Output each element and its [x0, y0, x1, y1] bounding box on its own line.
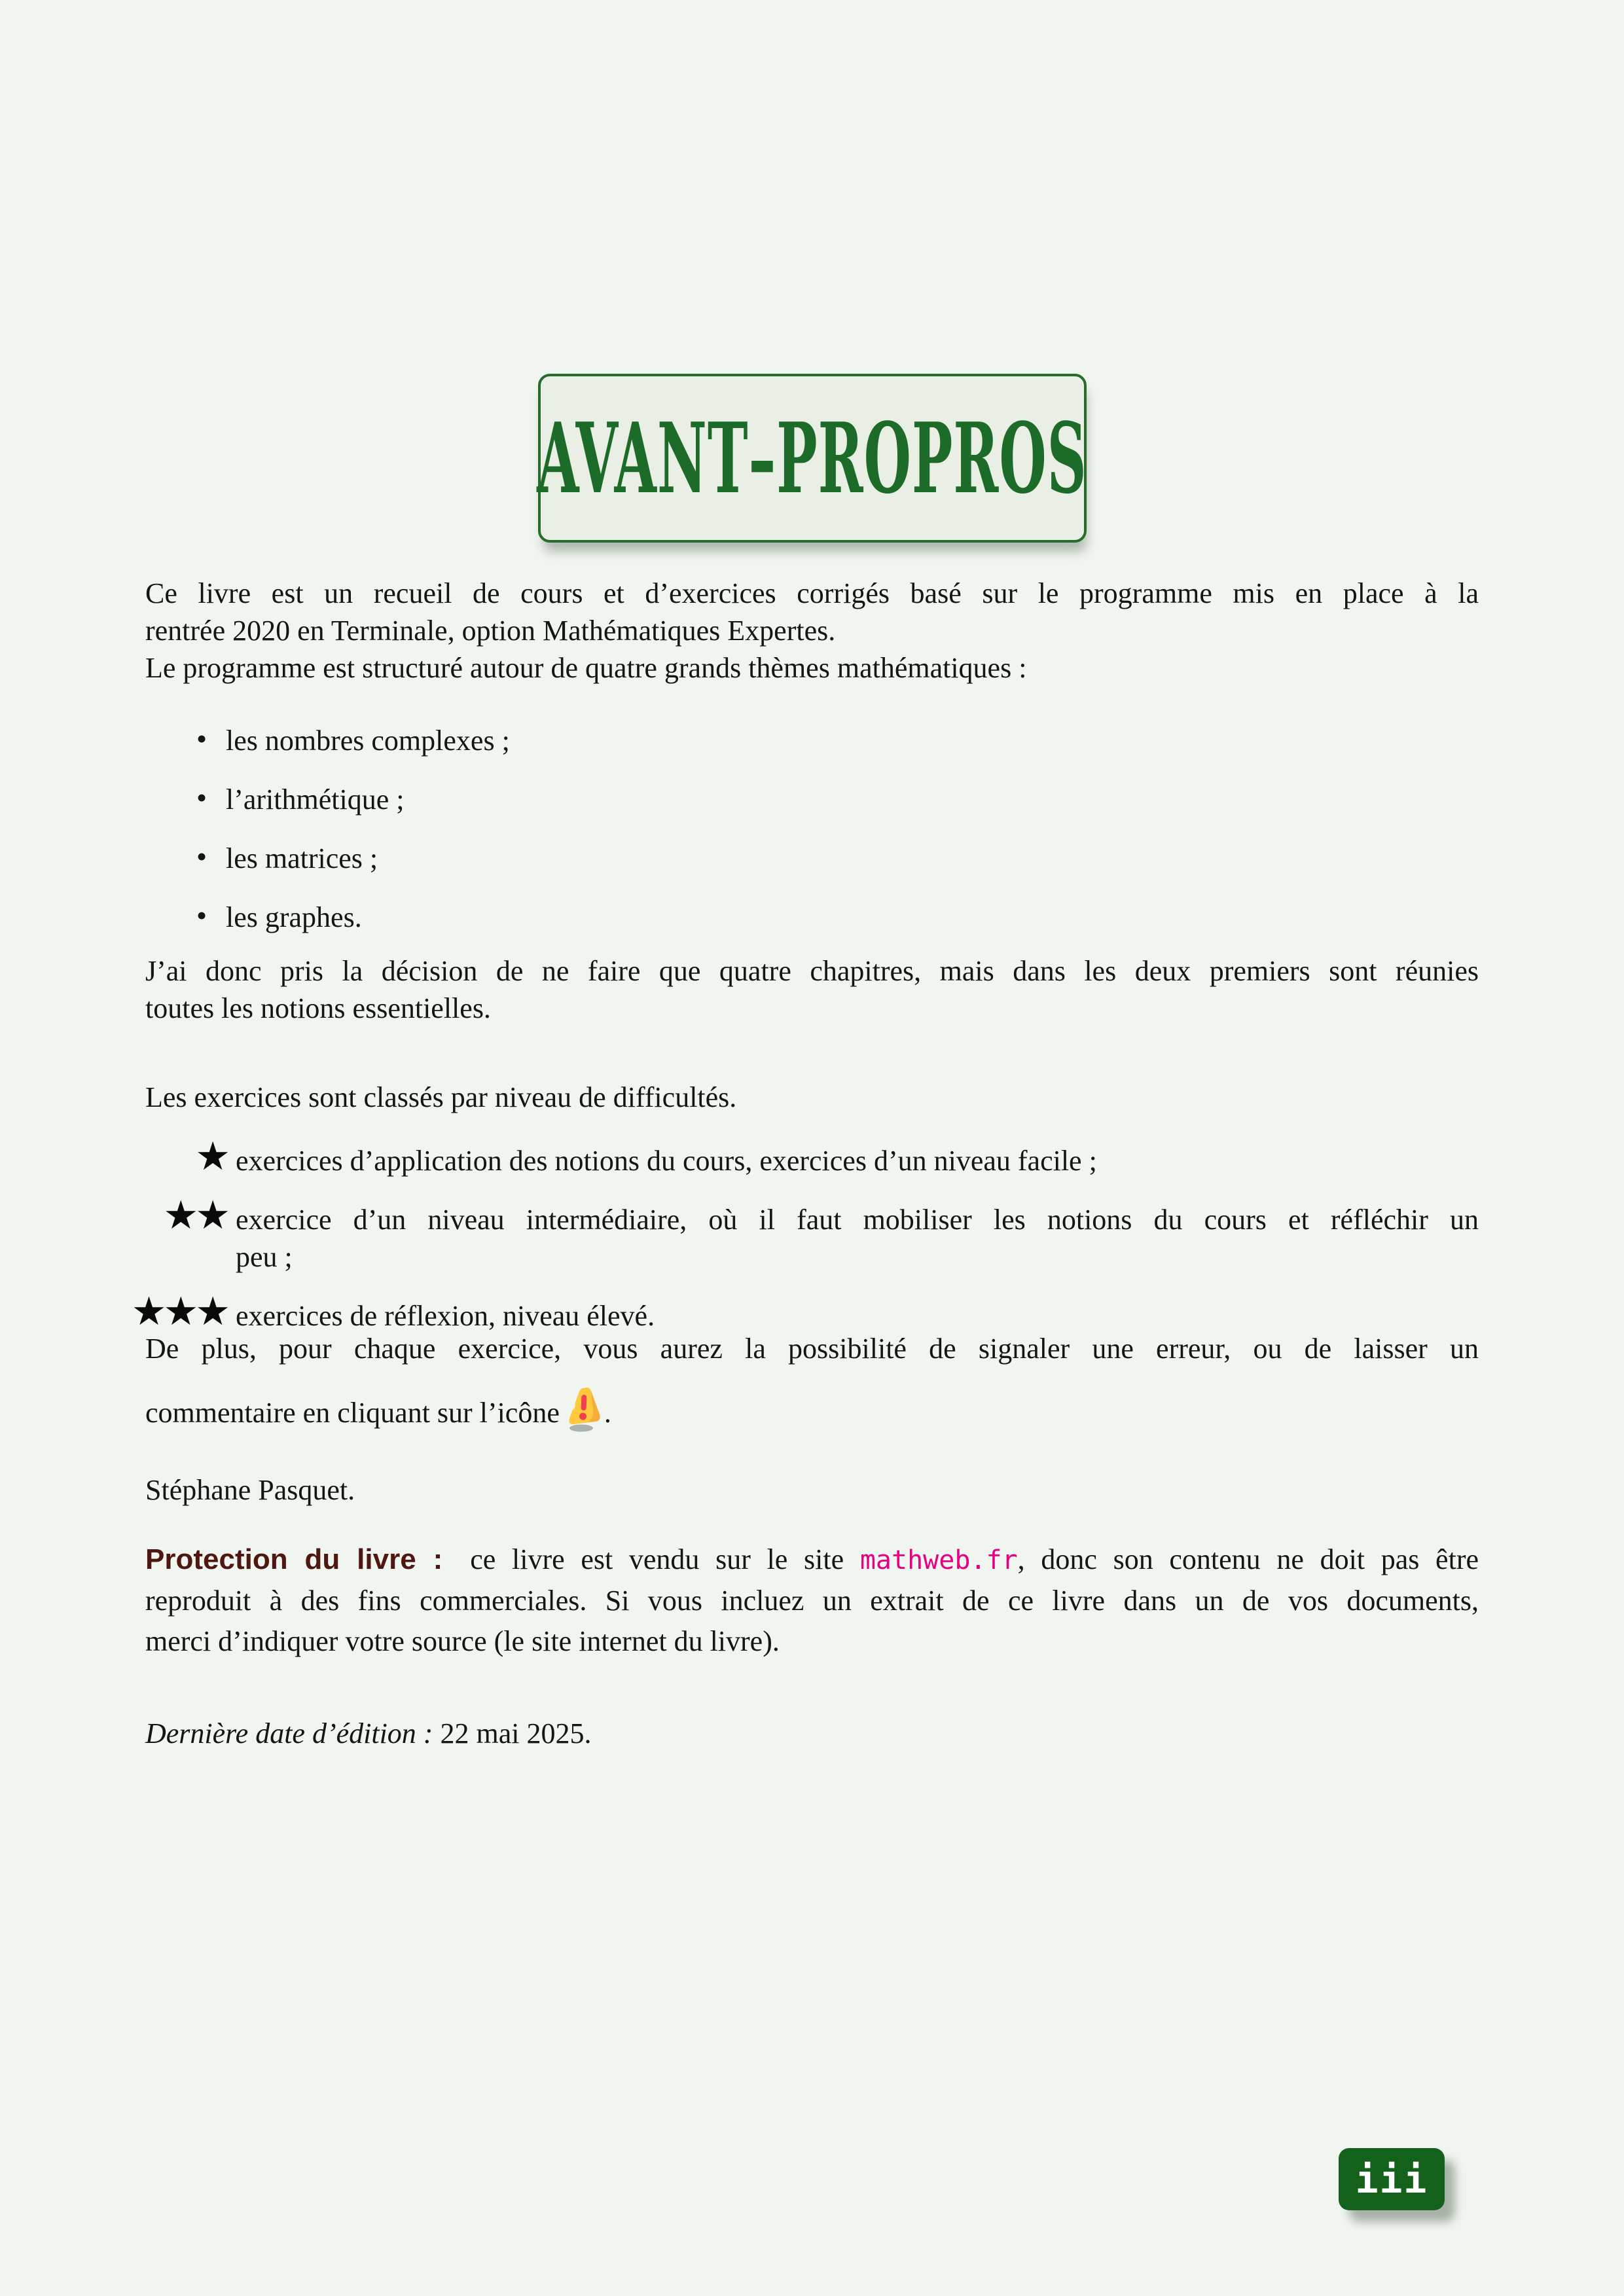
text-line	[145, 1386, 1479, 1442]
list-item	[145, 840, 1479, 877]
difficulty-level-row	[145, 1134, 1479, 1179]
protection-label: Protection du livre :	[145, 1543, 443, 1575]
difficulty-levels-list	[131, 1134, 1479, 1356]
bullet-icon: •	[196, 781, 208, 814]
list-item-text: les matrices ;	[226, 842, 378, 874]
text-line: exercices de réflexion, niveau élevé.	[236, 1300, 655, 1332]
text-line: peu ;	[236, 1241, 293, 1273]
text-line: rentrée 2020 en Terminale, option Mathématiques Expertes.	[145, 615, 836, 647]
star-rating-icon: ★	[195, 1134, 227, 1179]
list-item-text: l’arithmétique ;	[226, 783, 405, 816]
edition-label: Dernière date d’édition :	[145, 1717, 433, 1749]
page-number-badge	[1339, 2148, 1445, 2210]
chapters-paragraph	[145, 952, 1479, 1027]
text-line: De plus, pour chaque exercice, vous aurez la possibilité de signaler une erreur, ou de laisser un	[145, 1333, 1479, 1365]
warning-icon	[566, 1386, 602, 1442]
difficulty-intro	[145, 1079, 1479, 1116]
intro-paragraph	[145, 575, 1479, 687]
text-segment: .	[604, 1397, 611, 1429]
text-line: Le programme est structuré autour de quatre grands thèmes mathématiques :	[145, 652, 1027, 684]
list-item-text: les graphes.	[226, 901, 362, 933]
star-rating-icon: ★★	[163, 1193, 227, 1238]
text-line: exercices d’application des notions du cours, exercices d’un niveau facile ;	[236, 1145, 1097, 1177]
text-line: toutes les notions essentielles.	[145, 992, 491, 1024]
text-segment: commentaire en cliquant sur l’icône	[145, 1397, 560, 1429]
star-rating-icon: ★★★	[131, 1289, 227, 1335]
list-item	[145, 899, 1479, 936]
protection-paragraph	[145, 1539, 1479, 1662]
bullet-icon: •	[196, 840, 208, 873]
text-line: Ce livre est un recueil de cours et d’exercices corrigés basé sur le programme mis en place à la	[145, 577, 1479, 609]
text-segment: , donc son contenu ne doit pas être	[1017, 1543, 1479, 1575]
feedback-paragraph	[145, 1330, 1479, 1442]
list-item	[145, 781, 1479, 818]
bullet-icon: •	[196, 722, 208, 755]
page-number: iii	[1355, 2157, 1428, 2202]
text-line	[145, 1539, 1479, 1581]
list-item-text: les nombres complexes ;	[226, 725, 510, 757]
difficulty-level-row	[131, 1289, 1479, 1335]
text-line: exercice d’un niveau intermédiaire, où il faut mobiliser les notions du cours et réfléchir un	[236, 1204, 1479, 1236]
page-title: AVANT–PROPROS	[537, 401, 1087, 515]
themes-list	[145, 722, 1479, 958]
text-line: J’ai donc pris la décision de ne faire que quatre chapitres, mais dans les deux premiers sont réunies	[145, 955, 1479, 987]
text-line: reproduit à des fins commerciales. Si vous incluez un extrait de ce livre dans un de vos documents,	[145, 1585, 1479, 1617]
mathweb-link[interactable]: mathweb.fr	[859, 1545, 1018, 1575]
author-line	[145, 1471, 1479, 1509]
chapter-title-box	[538, 374, 1087, 543]
text-line: Les exercices sont classés par niveau de difficultés.	[145, 1081, 737, 1113]
bullet-icon: •	[196, 899, 208, 932]
difficulty-level-row	[145, 1193, 1479, 1276]
text-segment: ce livre est vendu sur le site	[470, 1543, 860, 1575]
edition-line	[145, 1715, 1479, 1752]
list-item	[145, 722, 1479, 759]
text-line	[145, 1715, 1479, 1752]
text-line: Stéphane Pasquet.	[145, 1474, 355, 1506]
edition-value: 22 mai 2025.	[433, 1717, 592, 1749]
text-line: merci d’indiquer votre source (le site internet du livre).	[145, 1625, 780, 1657]
